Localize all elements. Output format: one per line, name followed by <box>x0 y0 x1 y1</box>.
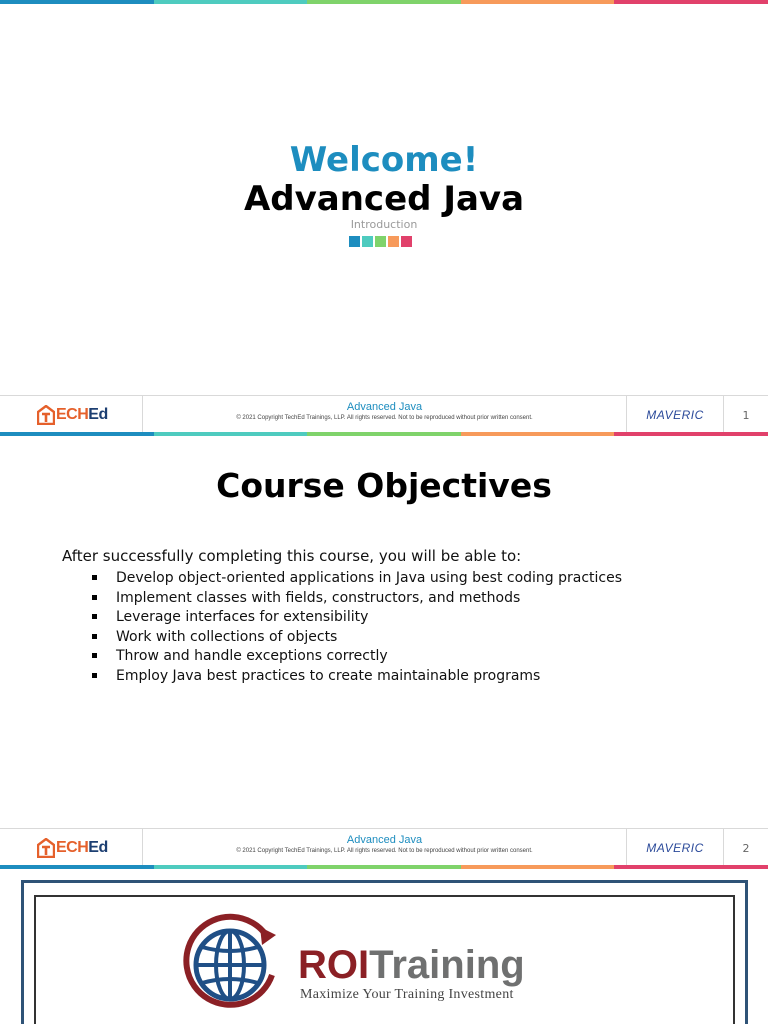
slide-subtitle: Introduction <box>350 218 418 231</box>
list-item: Work with collections of objects <box>90 628 622 648</box>
objectives-intro: After successfully completing this course, you will be able to: <box>62 547 522 565</box>
maveric-text: MAVERIC <box>646 408 704 422</box>
teched-logo <box>0 396 143 434</box>
teched-logo <box>0 829 143 867</box>
objectives-list <box>90 569 622 686</box>
list-item: Throw and handle exceptions correctly <box>90 647 622 667</box>
slide-1-bottom-strip <box>0 432 768 436</box>
footer-copyright: © 2021 Copyright TechEd Trainings, LLP. All rights reserved. Not to be reproduced without prior written consent. <box>236 415 533 421</box>
footer-center <box>143 396 627 434</box>
welcome-heading: Welcome! <box>289 140 479 180</box>
teched-house-icon <box>37 838 55 858</box>
list-item: Develop object-oriented applications in Java using best coding practices <box>90 569 622 589</box>
logo-text-ed: Ed <box>88 839 108 856</box>
footer-copyright: © 2021 Copyright TechEd Trainings, LLP. All rights reserved. Not to be reproduced without prior written consent. <box>236 848 533 854</box>
slide-3-frame <box>21 880 748 1024</box>
list-item: Implement classes with fields, constructors, and methods <box>90 589 622 609</box>
slide-1 <box>0 0 768 436</box>
slide-footer <box>0 395 768 435</box>
footer-course-name: Advanced Java <box>346 834 423 846</box>
roi-training-wordmark <box>298 943 525 988</box>
logo-text-ech: ECH <box>56 406 89 423</box>
page-number: 2 <box>742 841 750 855</box>
slide-3-inner-border <box>34 895 735 1024</box>
course-objectives-title: Course Objectives <box>216 466 552 505</box>
slide-footer <box>0 828 768 868</box>
list-item: Employ Java best practices to create maintainable programs <box>90 667 622 687</box>
maveric-text: MAVERIC <box>646 841 704 855</box>
maveric-logo <box>627 396 724 434</box>
page-number: 1 <box>742 408 750 422</box>
teched-house-icon <box>37 405 55 425</box>
training-text: Training <box>369 943 525 987</box>
footer-course-name: Advanced Java <box>346 401 423 413</box>
list-item: Leverage interfaces for extensibility <box>90 608 622 628</box>
roi-tagline: Maximize Your Training Investment <box>300 987 514 1002</box>
slide-2-bottom-strip <box>0 865 768 869</box>
maveric-logo <box>627 829 724 867</box>
logo-text-ed: Ed <box>88 406 108 423</box>
logo-text-ech: ECH <box>56 839 89 856</box>
slide-title: Advanced Java <box>243 179 525 219</box>
footer-center <box>143 829 627 867</box>
roi-text: ROI <box>298 943 370 987</box>
globe-icon <box>176 913 286 1013</box>
color-squares <box>349 236 412 247</box>
